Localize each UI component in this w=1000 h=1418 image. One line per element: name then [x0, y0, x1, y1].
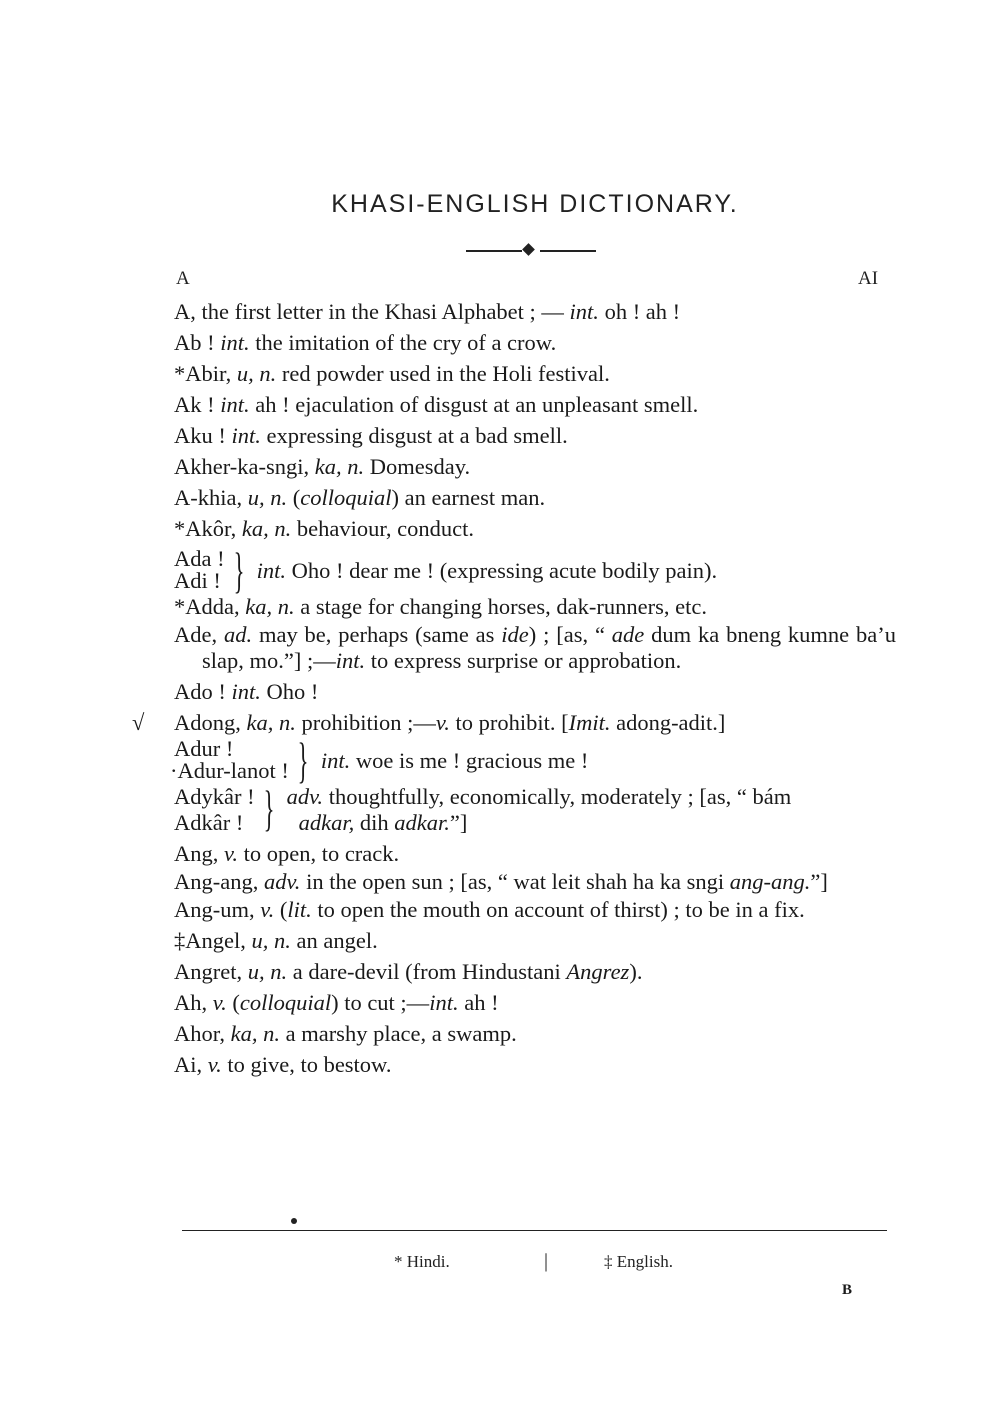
entry-a: A, the first letter in the Khasi Alphabet ; — int. oh ! ah !: [174, 299, 681, 324]
entry-ahor: Ahor, ka, n. a marshy place, a swamp.: [174, 1021, 517, 1046]
entry-adda: *Adda, ka, n. a stage for changing horses, dak-runners, etc.: [174, 594, 707, 619]
running-head-left: A: [176, 268, 190, 289]
title-ornament: [466, 244, 596, 258]
entry-ado: Ado ! int. Oho !: [174, 679, 319, 704]
footnote-english: ‡ English.: [604, 1252, 673, 1271]
footnote-hindi: * Hindi.: [394, 1252, 450, 1271]
entry-angel: ‡Angel, u, n. an angel.: [174, 928, 378, 953]
entry-aku: Aku ! int. expressing disgust at a bad smell.: [174, 423, 568, 448]
entry-list: [132, 296, 897, 1080]
entry-ab: Ab ! int. the imitation of the cry of a crow.: [174, 330, 557, 355]
entry-ak: Ak ! int. ah ! ejaculation of disgust at an unpleasant smell.: [174, 392, 699, 417]
entry-a-khia: A-khia, u, n. (colloquial) an earnest man.: [174, 485, 546, 510]
entry-ang-um: Ang-um, v. (lit. to open the mouth on account of thirst) ; to be in a fix.: [174, 897, 805, 922]
entry-angret: Angret, u, n. a dare-devil (from Hindustani Angrez).: [174, 959, 643, 984]
entry-ada-adi: Ada ! Adi ! } int. Oho ! dear me ! (expressing acute bodily pain).: [174, 542, 718, 598]
running-head-right: AI: [858, 268, 879, 289]
entry-adong: √ Adong, ka, n. prohibition ;—v. to prohibit. [Imit. adong-adit.]: [132, 710, 726, 735]
entry-abir: *Abir, u, n. red powder used in the Holi festival.: [174, 361, 610, 386]
entry-adur: Adur ! ·Adur-lanot ! } int. woe is me ! gracious me !: [170, 732, 589, 788]
entry-akher-ka-sngi: Akher-ka-sngi, ka, n. Domesday.: [174, 454, 471, 479]
signature-mark: B: [842, 1282, 853, 1298]
footnote-dot: [291, 1218, 297, 1224]
entry-ah: Ah, v. (colloquial) to cut ;—int. ah !: [174, 990, 499, 1015]
entry-ade: Ade, ad. may be, perhaps (same as ide) ; [as, “ ade dum ka bneng kumne ba’u slap, mo.”] ;—int. to express surprise or approbation.: [174, 622, 897, 673]
entry-ang: Ang, v. to open, to crack.: [174, 841, 400, 866]
entry-ai: Ai, v. to give, to bestow.: [174, 1052, 392, 1077]
footnote-rule: [182, 1230, 887, 1231]
entry-adykar: Adykâr ! Adkâr ! } adv. thoughtfully, economically, moderately ; [as, “ bám adkar, dih adkar.”]: [174, 780, 792, 836]
page-title: KHASI-ENGLISH DICTIONARY.: [331, 190, 739, 218]
footnote-separator: |: [544, 1250, 549, 1272]
entry-ang-ang: Ang-ang, adv. in the open sun ; [as, “ wat leit shah ha ka sngi ang-ang.”]: [174, 869, 828, 894]
entry-akor: *Akôr, ka, n. behaviour, conduct.: [174, 516, 475, 541]
